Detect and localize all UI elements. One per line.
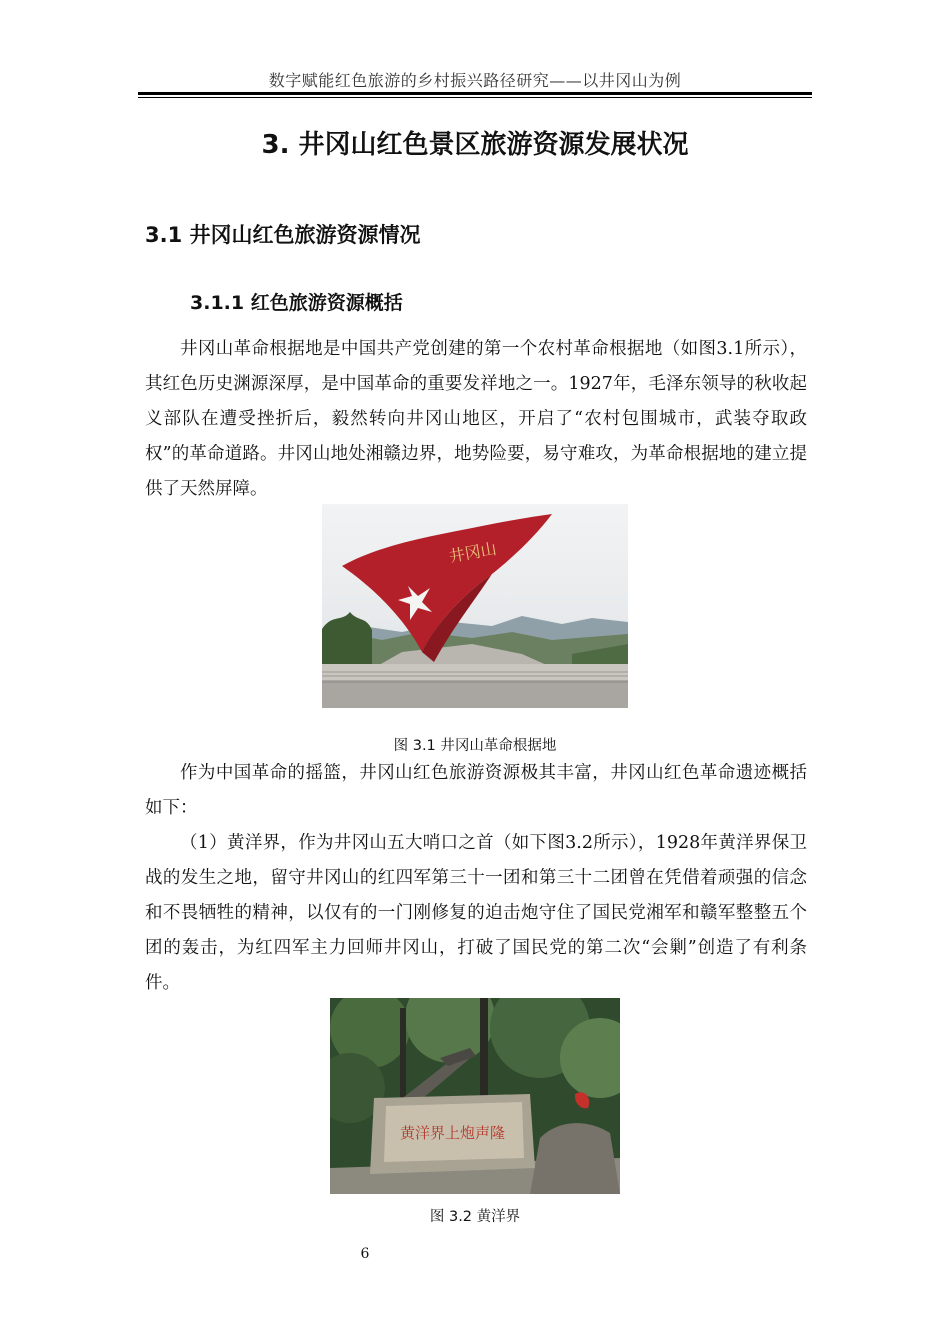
page-number: 6	[360, 1246, 370, 1262]
figure-caption-1: 图 3.1 井冈山革命根据地	[393, 738, 557, 754]
chapter-title: 3. 井冈山红色景区旅游资源发展状况	[261, 130, 689, 160]
stone-inscription: 黄洋界上炮声隆	[400, 1124, 506, 1142]
monument-photo	[322, 504, 628, 708]
subsection-title: 3.1.1 红色旅游资源概括	[190, 292, 403, 314]
figure-huangyangjie	[330, 998, 620, 1194]
paragraph-overview: 作为中国革命的摇篮，井冈山红色旅游资源极其丰富，井冈山红色革命遗迹概括如下：	[145, 763, 807, 818]
monument-inscription: 井冈山	[447, 538, 498, 566]
header-rule-thick	[138, 92, 812, 95]
figure-caption-2: 图 3.2 黄洋界	[429, 1209, 521, 1225]
paragraph-huangyangjie: （1）黄洋界，作为井冈山五大哨口之首（如下图3.2所示），1928年黄洋界保卫战的发生之地，留守井冈山的红四军第三十一团和第三十二团曾在凭借着顽强的信念和不畏牺牲的精神，以仅有的一门刚修复的迫击炮守住了国民党湘军和赣军整整五个团的轰击，为红四军主力回师井冈山，打破了国民党的第二次“会剿”创造了有利条件。	[145, 833, 807, 993]
header-rule-thin	[138, 97, 812, 98]
running-header: 数字赋能红色旅游的乡村振兴路径研究——以井冈山为例	[268, 71, 682, 90]
paragraph-intro: 井冈山革命根据地是中国共产党创建的第一个农村革命根据地（如图3.1所示），其红色历史渊源深厚，是中国革命的重要发祥地之一。1927年，毛泽东领导的秋收起义部队在遭受挫折后，毅然转向井冈山地区，开启了“农村包围城市，武装夺取政权”的革命道路。井冈山地处湘赣边界，地势险要，易守难攻，为革命根据地的建立提供了天然屏障。	[145, 339, 807, 499]
huangyangjie-photo	[330, 998, 620, 1194]
section-title: 3.1 井冈山红色旅游资源情况	[145, 223, 421, 247]
figure-jinggangshan-monument	[322, 504, 628, 708]
